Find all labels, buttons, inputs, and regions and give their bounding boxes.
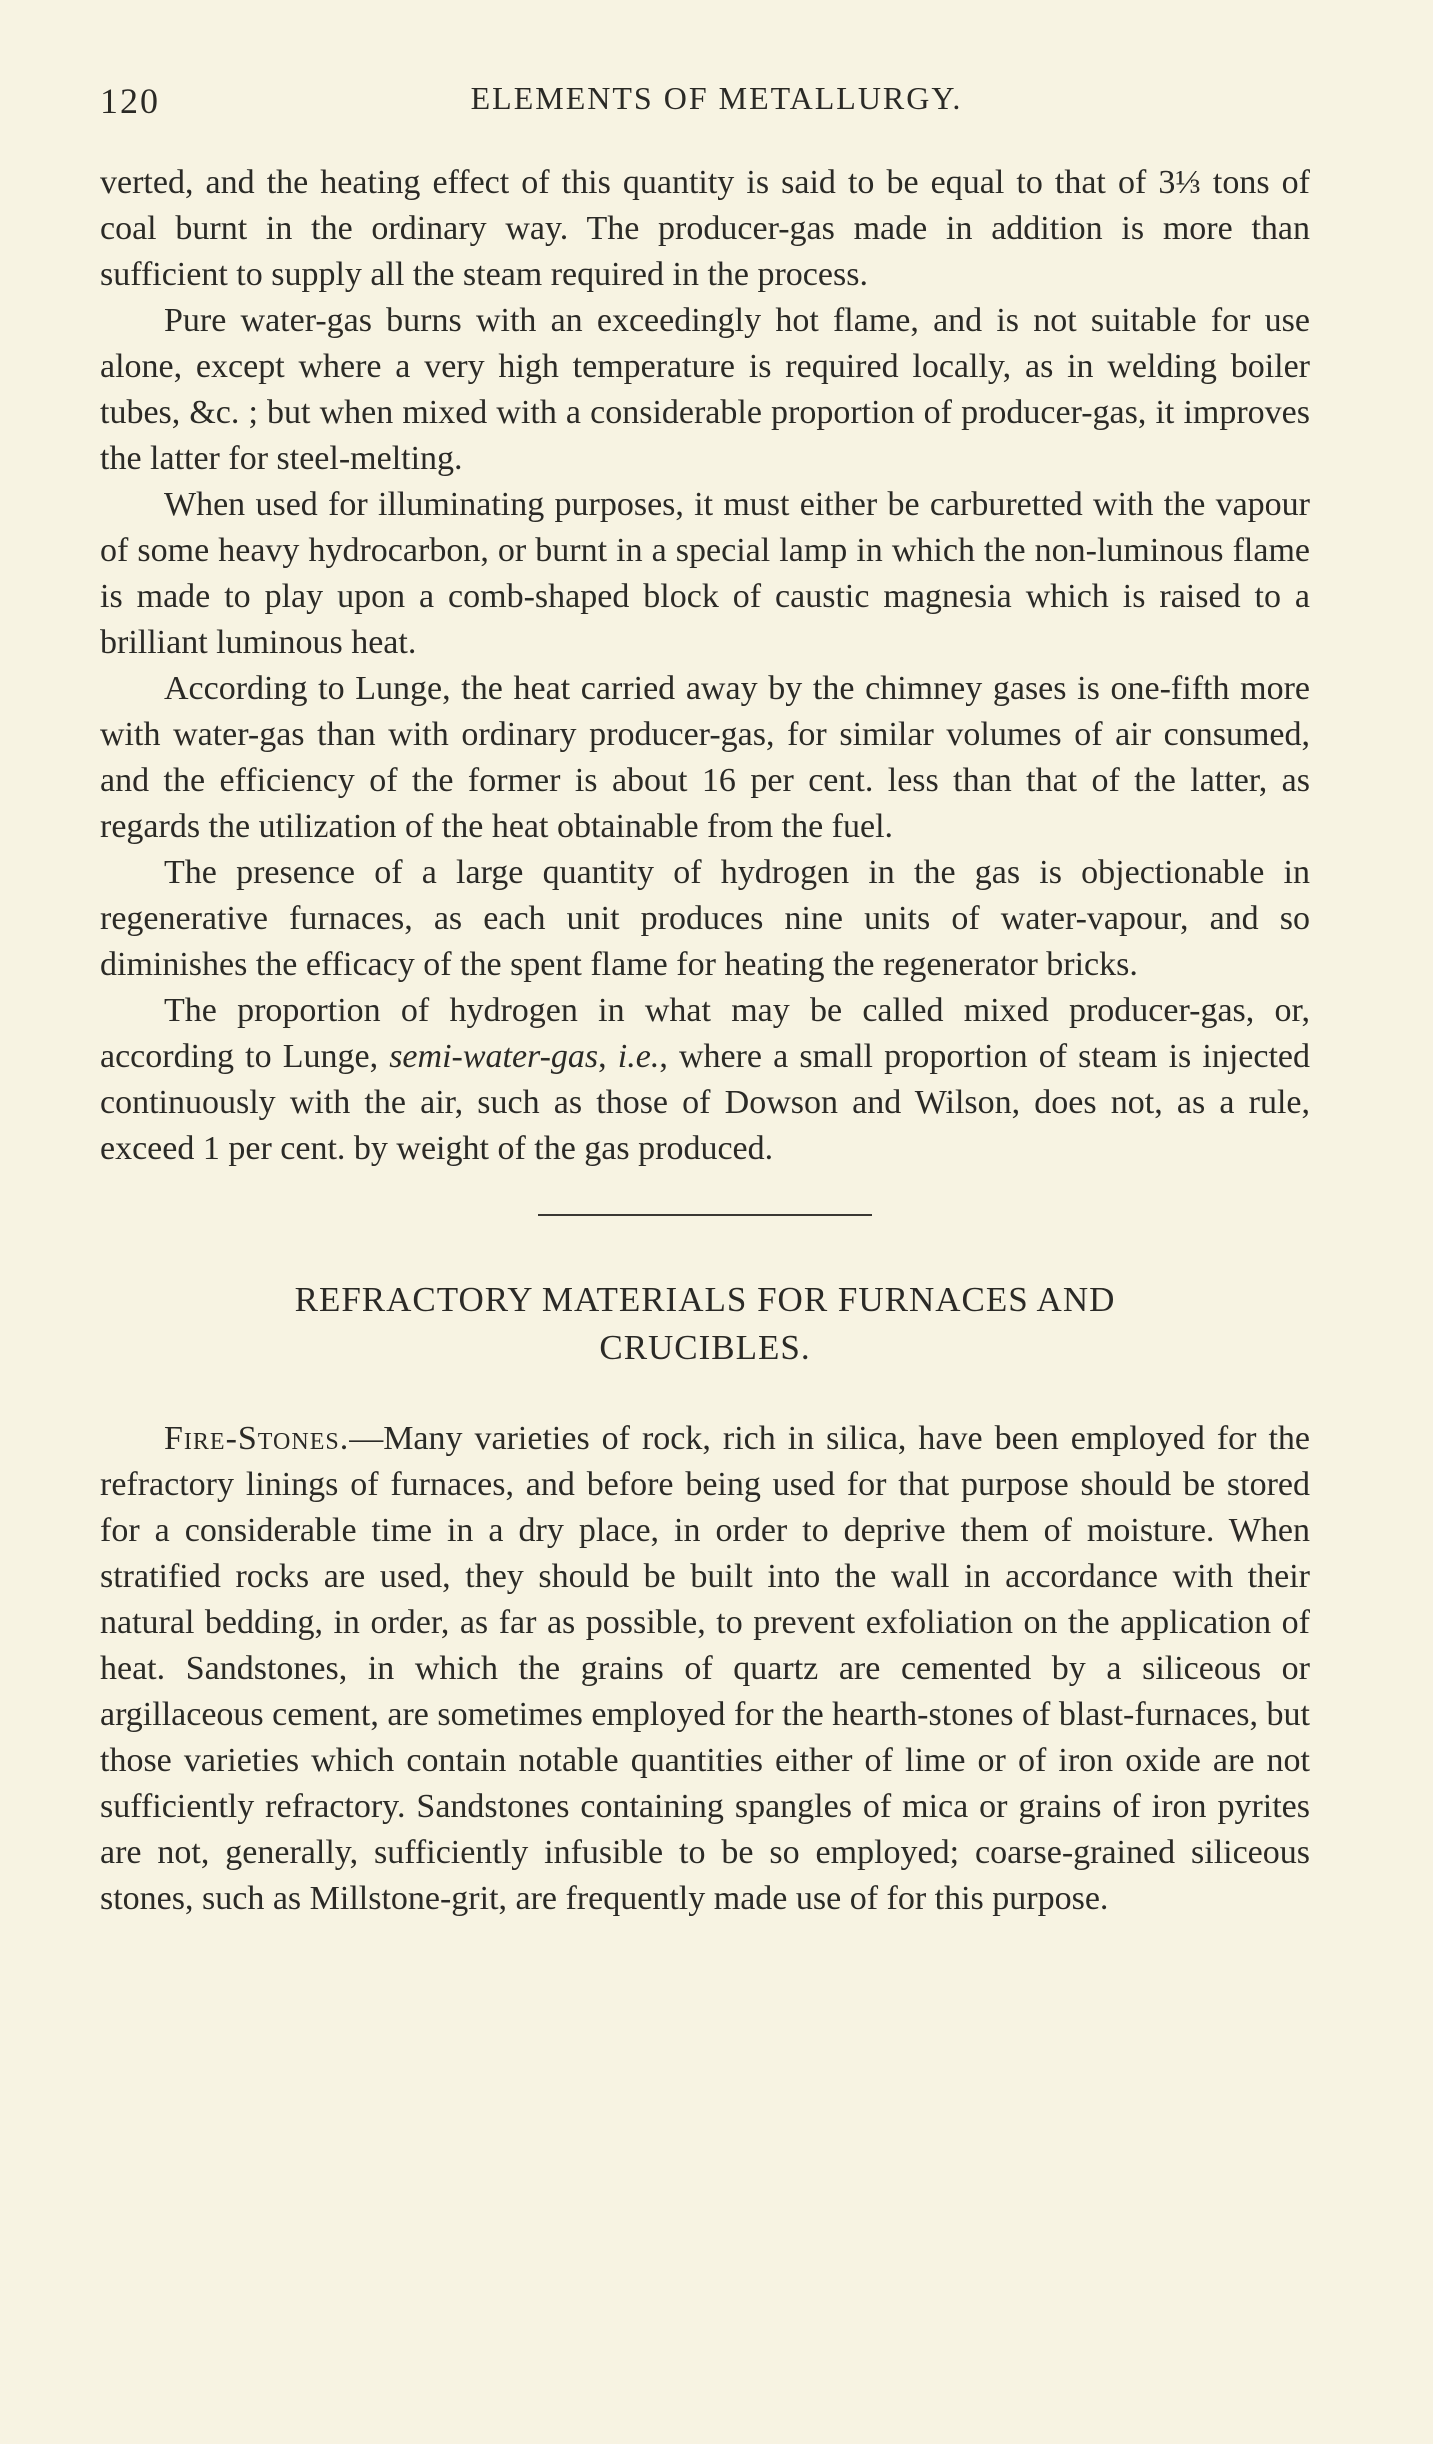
heading-line-2: CRUCIBLES. bbox=[599, 1328, 811, 1367]
body-text bbox=[100, 160, 1310, 1922]
paragraph-water-gas-flame: Pure water-gas burns with an exceedingly hot flame, and is not suitable for use alone, except where a very high temperature is required locally, as in welding boiler tubes, &c. ; but when mixed with a considerable proportion of producer-gas, it improves the latter for steel-melting. bbox=[100, 302, 1310, 477]
heading-line-1: REFRACTORY MATERIALS FOR FURNACES AND bbox=[294, 1280, 1116, 1319]
text-span: The proportion of hydrogen in what may be called mixed producer-gas, or, according to Lunge, bbox=[100, 992, 1310, 1075]
lead-term: Fire-Stones. bbox=[164, 1420, 350, 1457]
paragraph-illuminating: When used for illuminating purposes, it must either be carburetted with the vapour of some heavy hydrocarbon, or burnt in a special lamp in which the non-luminous flame is made to play upon a comb-shaped block of caustic magnesia which is raised to a brilliant luminous heat. bbox=[100, 486, 1310, 661]
paragraph-hydrogen-presence: The presence of a large quantity of hydrogen in the gas is objectionable in regenerative furnaces, as each unit produces nine units of water-vapour, and so diminishes the efficacy of the spent flame for heating the regenerator bricks. bbox=[100, 854, 1310, 983]
running-title: ELEMENTS OF METALLURGY. bbox=[470, 80, 963, 116]
text-span: , where a small proportion of steam is injected continuously with the air, such as those of Dowson and Wilson, does not, as a rule, exceed 1 per cent. by weight of the gas produced. bbox=[100, 1038, 1310, 1167]
paragraph-lunge-heat: According to Lunge, the heat carried away by the chimney gases is one-fifth more with water-gas than with ordinary producer-gas, for similar volumes of air consumed, and the efficiency of the former is about 16 per cent. less than that of the latter, as regards the utilization of the heat obtainable from the fuel. bbox=[100, 670, 1310, 845]
paragraph-continued: verted, and the heating effect of this quantity is said to be equal to that of 3⅓ tons of coal burnt in the ordinary way. The producer-gas made in addition is more than sufficient to supply all the steam required in the process. bbox=[100, 164, 1310, 293]
italic-term: semi-water-gas bbox=[389, 1038, 599, 1075]
section-divider bbox=[538, 1214, 872, 1216]
text-span: , bbox=[598, 1038, 618, 1075]
page-number: 120 bbox=[100, 81, 160, 121]
paragraph-semi-water-gas bbox=[100, 988, 1310, 1172]
section-heading bbox=[100, 1276, 1310, 1372]
italic-abbreviation: i.e. bbox=[617, 1038, 660, 1075]
paragraph-fire-stones bbox=[100, 1416, 1310, 1922]
text-span: —Many varieties of rock, rich in silica, have been employed for the refractory linings of furnaces, and before being used for that purpose should be stored for a considerable time in a dry place, in order to deprive them of moisture. When stratified rocks are used, they should be built into the wall in accordance with their natural bedding, in order, as far as possible, to prevent exfoliation on the application of heat. Sandstones, in which the grains of quartz are cemented by a siliceous or argillaceous cement, are sometimes employed for the hearth-stones of blast-furnaces, but those varieties which contain notable quantities either of lime or of iron oxide are not sufficiently refractory. Sandstones containing spangles of mica or grains of iron pyrites are not, generally, sufficiently infusible to be so employed; coarse-grained siliceous stones, such as Millstone-grit, are frequently made use of for this purpose. bbox=[100, 1420, 1310, 1917]
page-header bbox=[0, 80, 1433, 130]
